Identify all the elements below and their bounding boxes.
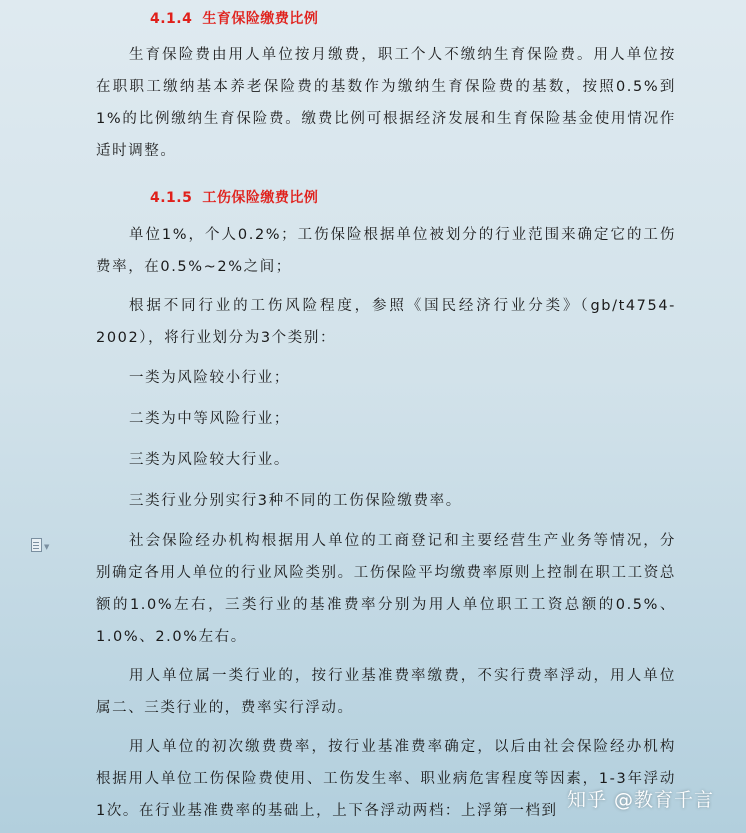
section-number: 4.1.4 bbox=[150, 11, 193, 27]
section-title: 工伤保险缴费比例 bbox=[202, 190, 319, 206]
zhihu-watermark: 知乎 @教育千言 bbox=[567, 789, 715, 811]
section-number: 4.1.5 bbox=[150, 190, 193, 206]
paragraph-category-floating: 用人单位属一类行业的，按行业基准费率缴费，不实行费率浮动，用人单位属二、三类行业的，费率实行浮动。 bbox=[96, 668, 676, 716]
paragraph-three-rates: 三类行业分别实行3种不同的工伤保险缴费率。 bbox=[129, 493, 462, 509]
paragraph-industry-classification: 根据不同行业的工伤风险程度，参照《国民经济行业分类》（gb/t4754-2002），将行业划分为3个类别： bbox=[96, 298, 676, 346]
document-marker-icon[interactable]: ▼ bbox=[30, 538, 44, 552]
section-heading-4-1-5 bbox=[150, 187, 318, 207]
paragraph-initial-rate: 用人单位的初次缴费费率，按行业基准费率确定，以后由社会保险经办机构根据用人单位工伤保险费使用、工伤发生率、职业病危害程度等因素，1-3年浮动1次。在行业基准费率的基础上，上下各浮动两档：上浮第一档到 bbox=[96, 739, 676, 819]
paragraph-maternity-rate: 生育保险费由用人单位按月缴费，职工个人不缴纳生育保险费。用人单位按在职职工缴纳基本养老保险费的基数作为缴纳生育保险费的基数，按照0.5%到1%的比例缴纳生育保险费。缴费比例可根据经济发展和生育保险基金使用情况作适时调整。 bbox=[96, 47, 676, 159]
section-title: 生育保险缴费比例 bbox=[202, 11, 319, 27]
list-item-category-2: 二类为中等风险行业； bbox=[129, 411, 290, 427]
paragraph-injury-rate: 单位1%，个人0.2%；工伤保险根据单位被划分的行业范围来确定它的工伤费率，在0.5%~2%之间； bbox=[96, 227, 676, 275]
paragraph-risk-category: 社会保险经办机构根据用人单位的工商登记和主要经营生产业务等情况，分别确定各用人单位的行业风险类别。工伤保险平均缴费率原则上控制在职工工资总额的1.0%左右，三类行业的基准费率分别为用人单位职工工资总额的0.5%、1.0%、2.0%左右。 bbox=[96, 533, 676, 645]
list-item-category-3: 三类为风险较大行业。 bbox=[129, 452, 290, 468]
section-heading-4-1-4 bbox=[150, 8, 318, 28]
list-item-category-1: 一类为风险较小行业； bbox=[129, 370, 290, 386]
